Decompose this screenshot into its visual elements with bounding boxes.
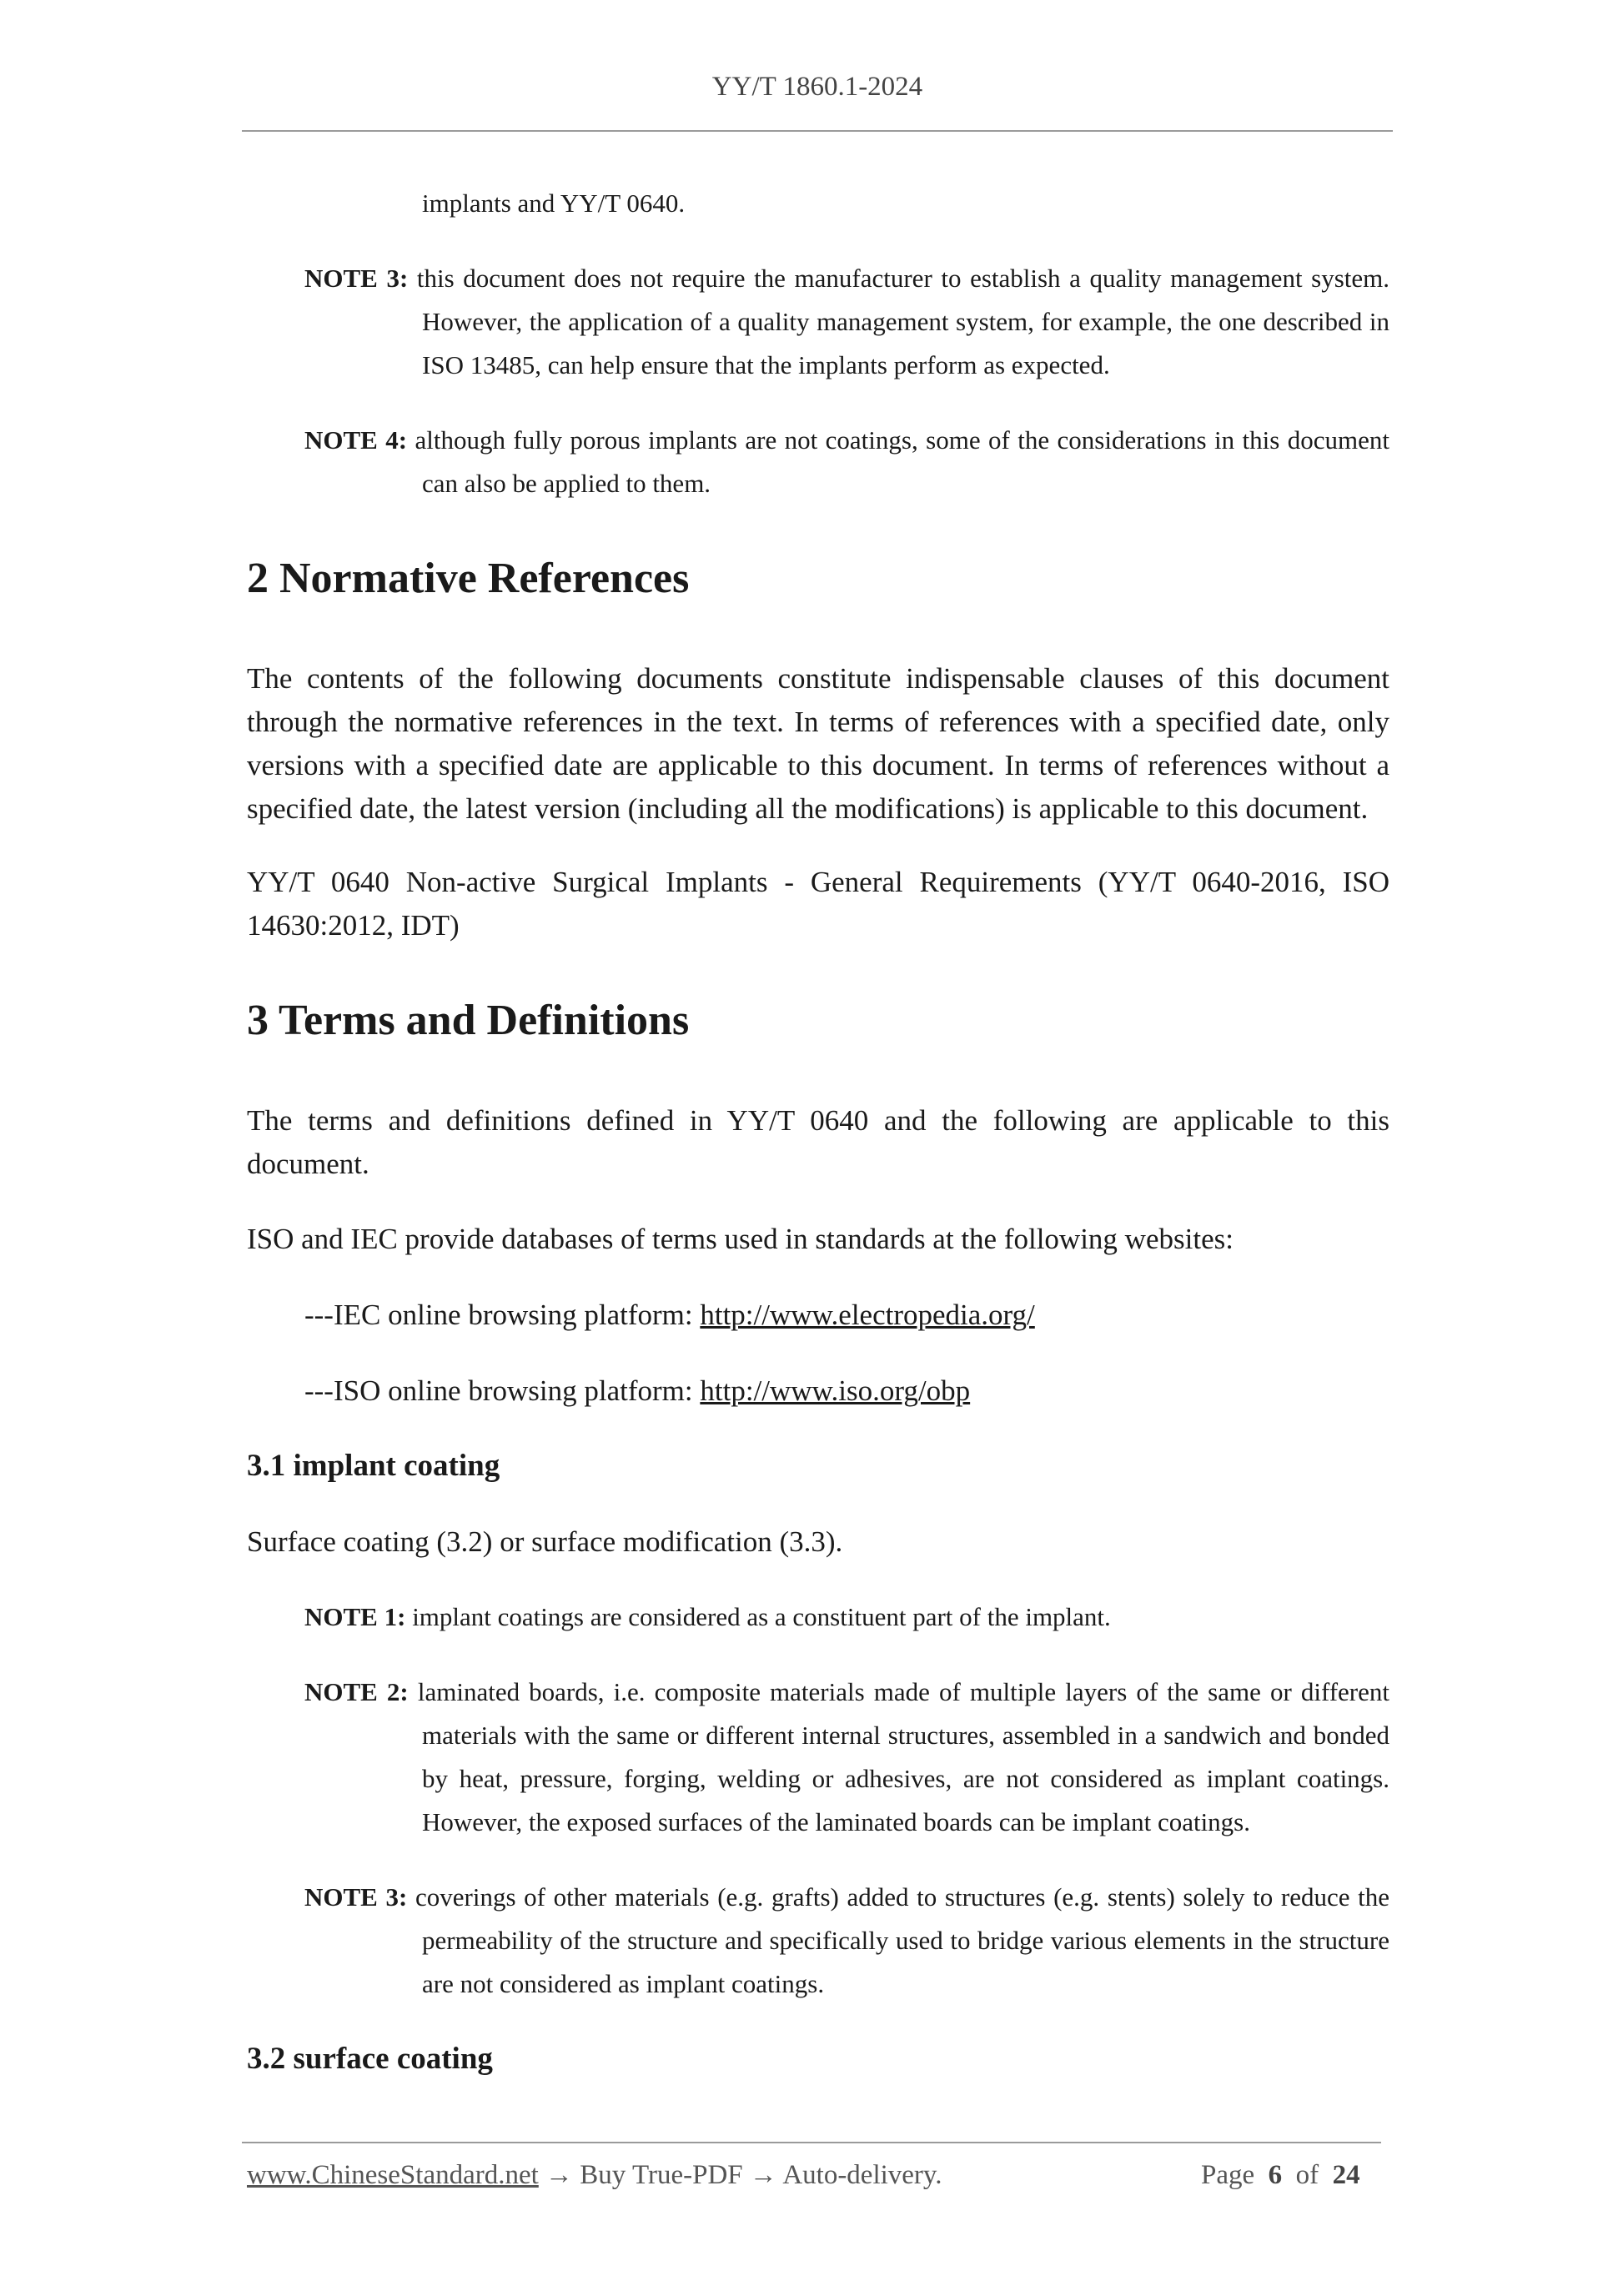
page-total: 24: [1332, 2160, 1360, 2190]
auto-delivery-text: Auto-delivery.: [782, 2160, 942, 2190]
note-text: implant coatings are considered as a constituent part of the implant.: [412, 1602, 1111, 1631]
site-link[interactable]: www.ChineseStandard.net: [247, 2160, 539, 2190]
iec-link[interactable]: http://www.electropedia.org/: [700, 1299, 1035, 1331]
iso-platform-label: ---ISO online browsing platform:: [304, 1374, 701, 1407]
arrow-icon: →: [538, 2160, 580, 2190]
note-label: NOTE 4:: [304, 425, 408, 455]
note-3-intro: [304, 257, 1389, 387]
iso-link[interactable]: http://www.iso.org/obp: [700, 1374, 971, 1407]
header-rule: [242, 130, 1393, 132]
iec-platform-line: [304, 1294, 1035, 1337]
of-word: of: [1295, 2160, 1319, 2190]
note-label: NOTE 1:: [304, 1602, 406, 1631]
subsection-3-2-heading: 3.2 surface coating: [247, 2042, 493, 2076]
arrow-icon: →: [742, 2160, 783, 2190]
page-word: Page: [1201, 2160, 1255, 2190]
note-continuation: implants and YY/T 0640.: [422, 188, 686, 218]
buy-true-pdf-text: Buy True-PDF: [580, 2160, 743, 2190]
note-4-intro: [304, 419, 1389, 505]
note-text: coverings of other materials (e.g. grafts) added to structures (e.g. stents) solely to reduce the permeability of the structure and specifically used to bridge various elements in the structure are not considered as implant coatings.: [415, 1882, 1389, 1998]
section-3-heading: 3 Terms and Definitions: [247, 997, 690, 1044]
note-text: laminated boards, i.e. composite materials made of multiple layers of the same or different materials with the same or different internal structures, assembled in a sandwich and bonded by heat, pressure, forging, welding or adhesives, are not considered as implant coatings. However, the exposed surfaces of the laminated boards can be implant coatings.: [417, 1677, 1390, 1836]
note-3-implant-coating: [304, 1876, 1389, 2006]
implant-coating-definition: Surface coating (3.2) or surface modification (3.3).: [247, 1525, 843, 1558]
subsection-3-1-heading: 3.1 implant coating: [247, 1449, 500, 1483]
note-label: NOTE 3:: [304, 1882, 408, 1912]
page-number: 6: [1268, 2160, 1283, 2190]
iso-platform-line: [304, 1369, 970, 1413]
note-text: this document does not require the manufacturer to establish a quality management system. However, the application of a quality management system, for example, the one described in ISO 13485, can help ensure that the implants perform as expected.: [416, 264, 1390, 379]
section-2-heading: 2 Normative References: [247, 555, 690, 602]
note-label: NOTE 3:: [304, 264, 409, 293]
note-1-implant-coating: [304, 1595, 1389, 1639]
note-text: although fully porous implants are not coatings, some of the considerations in this document can also be applied to them.: [415, 425, 1389, 498]
databases-paragraph: ISO and IEC provide databases of terms used in standards at the following websites:: [247, 1223, 1234, 1255]
footer-rule: [242, 2142, 1381, 2143]
normative-reference-item: YY/T 0640 Non-active Surgical Implants - General Requirements (YY/T 0640-2016, ISO 14630:2012, IDT): [247, 866, 1389, 942]
document-id-header: YY/T 1860.1-2024: [711, 72, 923, 102]
page-indicator: [1201, 2160, 1360, 2191]
iec-platform-label: ---IEC online browsing platform:: [304, 1299, 701, 1331]
note-2-implant-coating: [304, 1671, 1389, 1844]
section-3-paragraph: The terms and definitions defined in YY/T 0640 and the following are applicable to this document.: [247, 1104, 1389, 1180]
note-label: NOTE 2:: [304, 1677, 409, 1706]
section-2-paragraph: The contents of the following documents constitute indispensable clauses of this document through the normative references in the text. In terms of references with a specified date, only versions with a specified date are applicable to this document. In terms of references without a specified date, the latest version (including all the modifications) is applicable to this document.: [247, 662, 1389, 825]
footer-links: [247, 2160, 942, 2191]
